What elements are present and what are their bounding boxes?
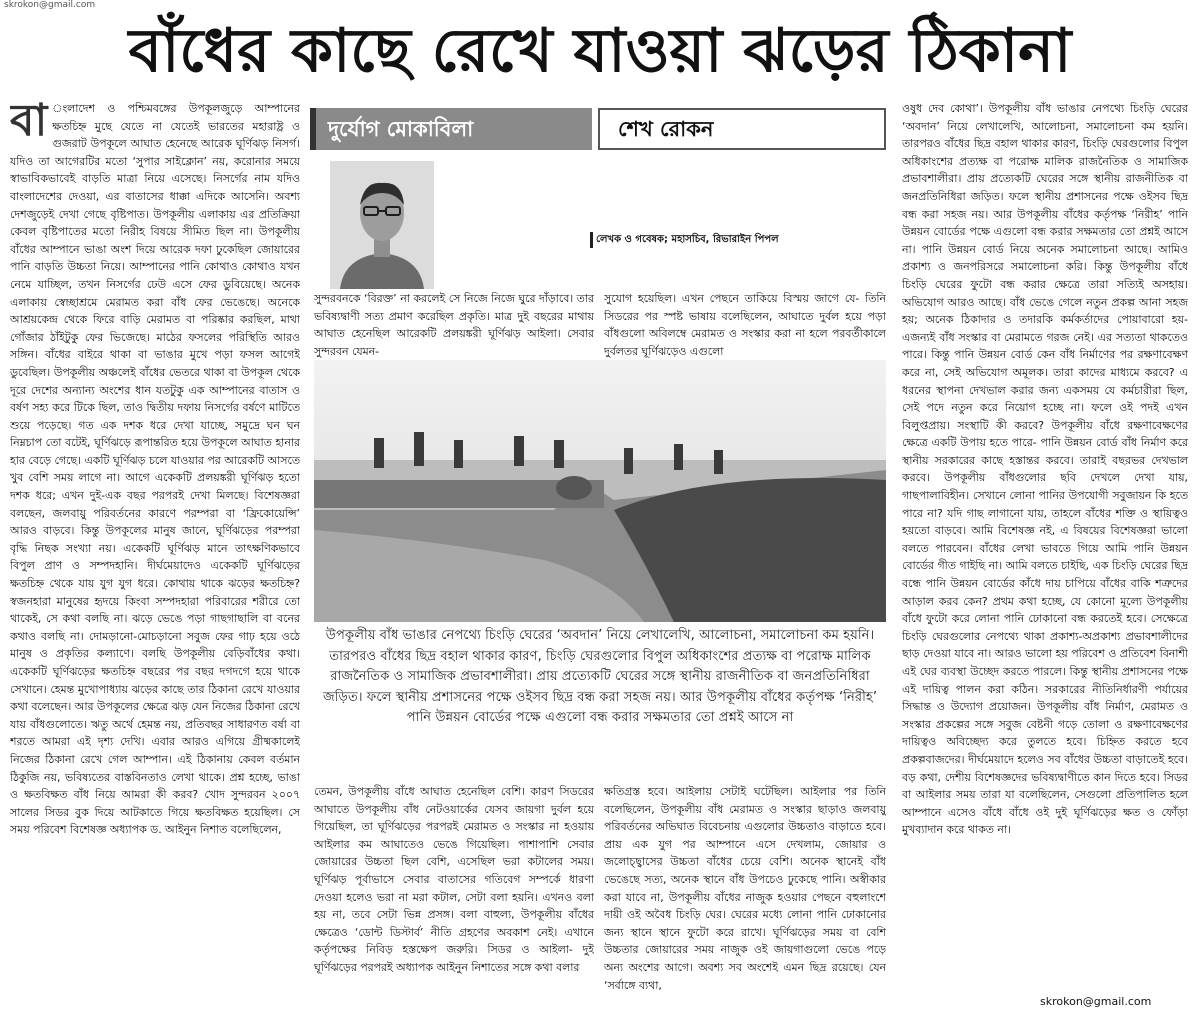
middle-left-lower-text: তেমন, উপকূলীয় বাঁধে আঘাত হেনেছিল বেশি। কারণ সিডরের আঘাতে উপকূলীয় বাঁধ নেটওয়ার্কের যেসব জায়গা দুর্বল হয়ে গিয়েছিল, তা ঘূর্ণিঝড়ের পরপরই মেরামত ও সংস্কার না হওয়ায় আইলার কম আঘাতেও ভেঙে গিয়েছিল। পাশাপাশি সেবার জোয়ারের উচ্চতা ছিল বেশি, এসেছিল ভরা কটালের সময়। ঘূর্ণিঝড় পূর্বাভাসে সেবার বাতাসের গতিবেগ সম্পর্কে ধারণা দেওয়া হলেও ভরা না মরা কটাল, সেটা বলা হয়নি। এখনও বলা হয় না, তবে সেটা ভিন্ন প্রসঙ্গ। বলা বাহুল্য, উপকূলীয় বাঁধের ক্ষেত্রেও ‘ডোন্ট ডিস্টার্ব’ নীতি গ্রহণের অবকাশ নেই। এখানে কর্তৃপক্ষের নিবিড় হস্তক্ষেপ জরুরি। সিডর ও আইলা- দুই ঘূর্ণিঝড়ের পরপরই অধ্যাপক আইনুন নিশাতের সঙ্গে কথা বলার [314, 785, 594, 974]
middle-right-upper [604, 290, 886, 358]
headline: বাঁধের কাছে রেখে যাওয়া ঝড়ের ঠিকানা [128, 16, 1072, 86]
middle-left-lower [314, 783, 594, 1011]
column-4 [902, 100, 1188, 992]
embankment-scene-icon [314, 360, 886, 622]
drop-cap: বা [10, 100, 48, 146]
column-4-text: ওষুধ দেব কোথা’। উপকূলীয় বাঁধ ভাঙার নেপথ্যে চিংড়ি ঘেরের ‘অবদান’ নিয়ে লেখালেখি, আলোচনা, সমালোচনা কম হয়নি। তারপরও বাঁধের ছিদ্র বহাল থাকার কারণ, চিংড়ি ঘেরগুলোর বিপুল অধিকাংশের প্রত্যক্ষ বা পরোক্ষ মালিক রাজনৈতিক ও সামাজিক প্রভাবশালীরা। প্রায় প্রত্যেকটি ঘেরের সঙ্গে স্থানীয় রাজনীতিক বা জনপ্রতিনিধিরা জড়িত। ফলে স্থানীয় প্রশাসনের পক্ষে ওইসব ছিদ্র বন্ধ করা সহজ নয়। আর উপকূলীয় বাঁধের কর্তৃপক্ষ ‘নিরীহ’ পানি উন্নয়ন বোর্ডের পক্ষে এগুলো বন্ধ করার সক্ষমতার তো প্রশ্নই আসে না। পানি উন্নয়ন বোর্ড নিয়ে অনেক সমালোচনা আছে। আমিও প্রকাশ্য ও জনপরিসরে সমালোচনা করি। কিন্তু উপকূলীয় বাঁধে চিংড়ি ঘেরের ফুটো বন্ধ করার ক্ষেত্রে তারা সত্যিই অসহায়। অভিযোগ আরও আছে। বাঁধ ভেঙে গেলে নতুন প্রকল্প আনা সহজ হয়; অনেক ঠিকাদার ও তদারকি কর্মকর্তাদের পোয়াবারো হয়- এজন্যই বাঁধ সংস্কার বা মেরামতে গরজ নেই। এর সত্যতা থাকতেও পারে। কিন্তু পানি উন্নয়ন বোর্ড কেন বাঁধ নির্মাণের পর রক্ষণাবেক্ষণ করে না, সেই অভিযোগ অমূলক। তারা কাদের মাধ্যমে করবে? এ ধরনের স্থাপনা দেখভাল করার জন্য একসময় যে কর্মচারীরা ছিল, সেই পদে নতুন করে নিয়োগ হচ্ছে না। ফলে ওই পদই এখন বিলুপ্তপ্রায়। সংস্থাটি কী করবে? উপকূলীয় বাঁধে রক্ষণাবেক্ষণের ক্ষেত্রে একটি উপায় হতে পারে- পানি উন্নয়ন বোর্ড বাঁধ নির্মাণ করে স্থানীয় সরকারের কাছে হস্তান্তর করবে। তারাই বছরভর দেখভাল করবে। উপকূলীয় বাঁধগুলোর ছবি দেখলে দেখা যায়, গাছপালাবিহীন। সেখানে লোনা পানির উপযোগী সবুজায়ন কি হতে পারে না? যদি গাছ লাগানো যায়, তাহলে বাঁধের শক্তি ও স্থায়িত্বও হয়তো বাড়বে। আমি বিশেষজ্ঞ নই, এ বিষয়ের বিশেষজ্ঞরা ভালো বলতে পারবেন। বাঁধের লেখা ভাবতে গিয়ে আমি পানি উন্নয়ন বোর্ডের গীত গাইছি না। আমি বলতে চাইছি, এক চিংড়ি ঘেরের ছিদ্র বন্ধে পানি উন্নয়ন বোর্ডের কাঁধে দায় চাপিয়ে বাঁধের বাকি শত্রুদের আড়াল করব কেন? প্রথম কথা হচ্ছে, যে কোনো মূল্যে উপকূলীয় বাঁধে ফুটো করে লোনা পানি ঢোকানো বন্ধ করতেই হবে। সেক্ষেত্রে চিংড়ি ঘেরগুলোর নেপথ্যে থাকা প্রকাশ্য-অপ্রকাশ্য প্রভাবশালীদের ছাড় দেওয়া যাবে না। আরও ভালো হয় পরিবেশ ও প্রতিবেশ বিনাশী এই ঘের ব্যবস্থা উচ্ছেদ করতে পারলে। কিন্তু স্থানীয় প্রশাসনের পক্ষে এই দায়িত্ব পালন করা কঠিন। সরকারের নীতিনির্ধারণী পর্যায়ের সিদ্ধান্ত ও উদ্যোগ প্রয়োজন। উপকূলীয় বাঁধ নির্মাণ, মেরামত ও সংস্কার প্রকল্পের সঙ্গে সবুজ বেষ্টনী গড়ে তোলা ও রক্ষণাবেক্ষণের দায়িত্বও অবিচ্ছেদ্য করে তুলতে হবে। চিহ্নিত করতে হবে প্রকল্পবাজদের। দীর্ঘমেয়াদে হলেও সব বাঁধের উচ্চতা বাড়াতেই হবে। বড় কথা, দেশীয় বিশেষজ্ঞদের ভবিষ্যদ্বাণীতে কান দিতে হবে। সিডর বা আইলার সময় তারা যা বলেছিলেন, সেগুলো প্রতিপালিত হলে আম্পানে এসেও বাঁধে বাঁধে ওই দুই ঘূর্ণিঝড়ের ক্ষত ও ফোঁড়া মুখব্যাদান করে থাকত না। [902, 102, 1188, 837]
middle-left-upper [314, 290, 594, 358]
byline-bar [590, 232, 593, 248]
column-1-text: ংলাদেশ ও পশ্চিমবঙ্গের উপকূলজুড়ে আম্পানের ক্ষতচিহ্ন মুছে যেতে না যেতেই ভারতের মহারাষ্ট্র ও গুজরাট উপকূলে আঘাত হেনেছে আরেক ঘূর্ণিঝড় নিসর্গ। যদিও তা আগেরটির মতো ‘সুপার সাইক্লোন’ নয়, করোনার সময়ে স্বাভাবিকভাবেই বাড়তি মাত্রা নিয়ে এসেছে। নিসর্গের নাম যদিও বাংলাদেশের দেওয়া, এর বাতাসের ধাক্কা এদিকে আসেনি। অবশ্য দেশজুড়েই দেখা গেছে বৃষ্টিপাত। উপকূলীয় এলাকায় এর প্রতিক্রিয়া কেবল বৃষ্টিপাতের মতো নিরীহ বিষয়ে সীমিত ছিল না। উপকূলীয় বাঁধের আম্পানে ভাঙা অংশ দিয়ে আরেক দফা ঢুকেছিল জোয়ারের পানি বাড়তি উচ্চতা নিয়ে। আম্পানের পানি কোথাও কোথাও যখন নেমে যাচ্ছিল, তখন নিসর্গের ঢেউ এসে ফের ডুবিয়েছে। অনেক এলাকায় স্বেচ্ছাশ্রমে মেরামত করা বাঁধ ফের ভেঙেছে। অনেকে আশ্রয়কেন্দ্র থেকে ফিরে বাড়ি মেরামত বা পরিষ্কার করছিল, মাথা গোঁজার ঠাঁইটুকু ফের ভিজেছে। মাঠের ফসলের পরিস্থিতি আরও সঙ্গিন। বাঁধের বাইরে থাকা বা ভাঙার মুখে পড়া ফসল আগেই ডুবেছিল। উপকূলীয় অঞ্চলেই বাঁধের ভেতরে থাকা বা উপকূল থেকে দূরে দেশের অন্যান্য অংশের ধান যতটুকু এক আম্পানের বাতাস ও বর্ষণ সহ্য করে টিকে ছিল, তাও দ্বিতীয় দফায় নিসর্গের বর্ষণে মাটিতে শুয়ে পড়েছে। গত এক দশক ধরে দেখা যাচ্ছে, সমুদ্রে ঘন ঘন নিম্নচাপ তো বটেই, ঘূর্ণিঝড়ে রূপান্তরিত হয়ে উপকূলে আঘাত হানার হার বেড়ে গেছে। একটি ঘূর্ণিঝড় চলে যাওয়ার পর আরেকটি আসতে খুব বেশি সময় লাগে না। আগে একেকটি প্রলয়ঙ্করী ঘূর্ণিঝড় হতো দশক ধরে; এখন দুই-এক বছর পরপরই দেখা মিলছে। বিশেষজ্ঞরা বলছেন, জলবায়ু পরিবর্তনের কারণে পরম্পরা বা ‘ফ্রিকোয়েন্সি’ আরও বাড়বে। কিন্তু উপকূলের মানুষ জানে, ঘূর্ণিঝড়ের পরম্পরা বৃদ্ধি নিছক সংখ্যা নয়। একেকটি ঘূর্ণিঝড় মানে তাৎক্ষণিকভাবে বিপুল প্রাণ ও সম্পদহানি। দীর্ঘমেয়াদেও একেকটি ঘূর্ণিঝড়ের ক্ষতচিহ্ন থেকে যায় যুগ যুগ ধরে। কোথায় থাকে ঝড়ের ক্ষতচিহ্ন? স্বজনহারা মানুষের হৃদয়ে কিংবা সম্পদহারা পরিবারের শরীরে তো থাকেই, সে কথা বলছি না। ঝড়ে ভেঙে পড়া গাছগাছালি বা বনের কথাও বলছি না। দোমড়ানো-মোচড়ানো সবুজ ফের গাঢ় হয়ে ওঠে মানুষ ও প্রকৃতির কল্যাণে। বলছি উপকূলীয় বেড়িবাঁধের কথা। একেকটি ঘূর্ণিঝড়ের ক্ষতচিহ্ন বছরের পর বছর দগদগে হয়ে থাকে সেখানে। হেমন্ত মুখোপাধ্যায় ঝড়ের কাছে তার ঠিকানা রেখে যাওয়ার কথা বলেছেন। আর উপকূলের ক্ষেত্রে ঝড় যেন নিজের ঠিকানা রেখে যায় বাঁধগুলোতে। ঋতু অর্থে হেমন্ত নয়, প্রতিবছর সাধারণত বর্ষা বা শরতে আমরা এই দৃশ্য দেখি। এবার আরও এগিয়ে গ্রীষ্মকালেই নিজের ঠিকানা রেখে গেল আম্পান। এই ঠিকানায় কেবল বর্তমান ঠিকুজি নয়, ভবিষ্যতের বাস্তবিনতাও লেখা থাকে। প্রশ্ন হচ্ছে, ভাঙা ও ক্ষতবিক্ষত বাঁধ নিয়ে আমরা কী করব? খোদ সুন্দরবন ২০০৭ সালের সিডর বুক দিয়ে আটকাতে গিয়ে ক্ষতবিক্ষত হয়েছিল। সে সময় পরিবেশ বিশেষজ্ঞ অধ্যাপক ড. আইনুন নিশাত বলেছিলেন, [10, 102, 300, 837]
author-portrait-icon [330, 161, 434, 289]
author-banner [598, 108, 886, 150]
embankment-photo [314, 360, 886, 622]
author-name: শেখ রোকন [618, 117, 714, 141]
middle-right-upper-text: সুযোগ হয়েছিল। এখন পেছনে তাকিয়ে বিস্ময় জাগে যে- তিনি সিডরের পর স্পষ্ট ভাষায় বলেছিলেন, আঘাতে দুর্বল হয়ে পড়া বাঁধগুলো অবিলম্বে মেরামত ও সংস্কার করা না হলে পরবর্তীকালে দুর্বলতর ঘূর্ণিঝড়েও এগুলো [604, 292, 886, 358]
middle-right-lower-text: ক্ষতিগ্রস্ত হবে। আইলায় সেটাই ঘটেছিল। আইলার পর তিনি বলেছিলেন, উপকূলীয় বাঁধ মেরামত ও সংস্কার ছাড়াও জলবায়ু পরিবর্তনের অভিঘাত বিবেচনায় এগুলোর উচ্চতাও বাড়াতে হবে। প্রায় এক যুগ পর আম্পানে এসে দেখলাম, জোয়ার ও জলোচ্ছ্বাসের উচ্চতা বাঁধের চেয়ে বেশি। অনেক স্থানেই বাঁধ ভেঙেছে সত্য, অনেক স্থানে বাঁধ উপচেও ঢুকেছে পানি। অস্বীকার করা যাবে না, উপকূলীয় বাঁধের নাজুক হওয়ার পেছনে বহুলাংশে দায়ী ওই অবৈধ চিংড়ি ঘের। ঘেরের মধ্যে লোনা পানি ঢোকানোর জন্য স্থানে স্থানে ফুটো করে রাখে। ঘূর্ণিঝড়ের সময় বা বেশি উচ্চতার জোয়ারের সময় নাজুক ওই জায়গাগুলো ভেঙে পড়ে অন্য অংশের আগে। অবশ্য সব অংশেই এমন ছিদ্র রয়েছে। যেন ‘সর্বাঙ্গে ব্যথা, [604, 785, 886, 992]
author-byline: লেখক ও গবেষক; মহাসচিব, রিভারাইন পিপল [596, 234, 779, 245]
top-email-line: skrokon@gmail.com [4, 0, 96, 10]
middle-left-upper-text: সুন্দরবনকে ‘বিরক্ত’ না করলেই সে নিজে নিজে ঘুরে দাঁড়াবে। তার ভবিষ্যদ্বাণী সত্য প্রমাণ করেছিল প্রকৃতি। মাত্র দুই বছরের মাথায় আঘাত হেনেছিল আরেকটি প্রলয়ঙ্করী ঘূর্ণিঝড় আইলা। সেবার সুন্দরবন যেমন- [314, 292, 594, 358]
photo-caption: উপকূলীয় বাঁধ ভাঙার নেপথ্যে চিংড়ি ঘেরের ‘অবদান’ নিয়ে লেখালেখি, আলোচনা, সমালোচনা কম হয়নি। তারপরও বাঁধের ছিদ্র বহাল থাকার কারণ, চিংড়ি ঘেরগুলোর বিপুল অধিকাংশের প্রত্যক্ষ বা পরোক্ষ মালিক রাজনৈতিক ও সামাজিক প্রভাবশালীরা। প্রায় প্রত্যেকটি ঘেরের সঙ্গে স্থানীয় রাজনীতিক বা জনপ্রতিনিধিরা জড়িত। ফলে স্থানীয় প্রশাসনের পক্ষে ওইসব ছিদ্র বন্ধ করা সহজ নয়। আর উপকূলীয় বাঁধের কর্তৃপক্ষ ‘নিরীহ’ পানি উন্নয়ন বোর্ডের পক্ষে এগুলো বন্ধ করার সক্ষমতার তো প্রশ্নই আসে না [322, 628, 878, 726]
section-banner [310, 108, 592, 150]
column-1 [10, 100, 300, 1010]
middle-right-lower [604, 783, 886, 1011]
author-email: skrokon@gmail.com [1040, 995, 1152, 1008]
author-photo [330, 161, 434, 289]
section-label: দুর্যোগ মোকাবিলা [328, 117, 474, 141]
